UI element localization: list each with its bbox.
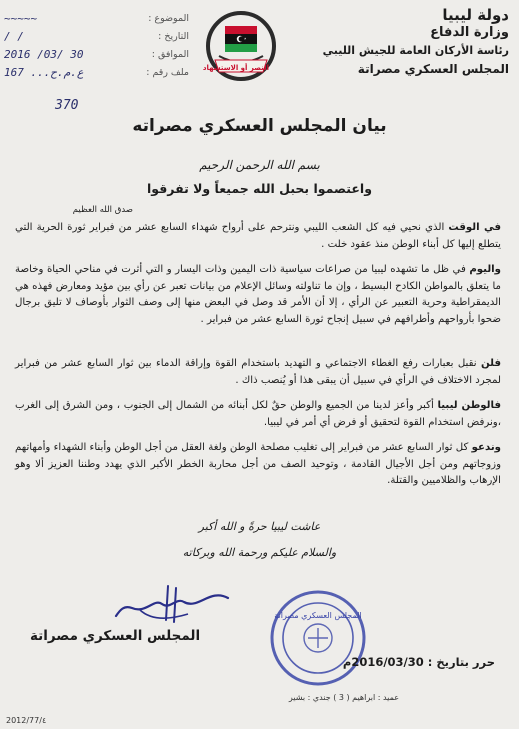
state-name: دولة ليبيا xyxy=(442,6,509,24)
verse-attribution: صدق الله العظيم xyxy=(72,205,133,215)
stamp-text: المجلس العسكري مصراتة xyxy=(274,611,362,620)
paragraph-1 xyxy=(15,220,501,253)
date-label: التاريخ : xyxy=(158,31,189,42)
footer-names: عميد : ابراهيم ( 3 ) جندي : بشير xyxy=(288,693,399,702)
file-row xyxy=(4,64,189,82)
date-row xyxy=(4,28,189,46)
corresponding-row xyxy=(4,46,189,64)
paragraph-3 xyxy=(15,356,501,389)
paragraph-lead: فلن xyxy=(481,358,501,369)
basmala: بسم الله الرحمن الرحيم xyxy=(199,158,320,172)
paragraph-lead: واليوم xyxy=(469,264,501,275)
paragraph-2 xyxy=(15,262,501,328)
official-stamp xyxy=(268,588,368,688)
handwritten-signature xyxy=(110,580,235,630)
document-meta xyxy=(4,10,189,82)
letterhead xyxy=(319,6,509,78)
logo-ribbon-text: النصر أو الاستشهاد xyxy=(202,64,269,72)
signature-block: المجلس العسكري مصراتة xyxy=(30,628,201,644)
paragraph-lead: فالوطن ليبيا xyxy=(437,400,501,411)
paragraph-text: نقبل بعبارات رفع الغطاء الاجتماعي و التهديد باستخدام القوة وإراقة الدماء بين ثوار السابع عشر من فبراير لمجرد الاختلاف في الرأي في سبيل أن يبقى هذا أو يُنصب ذاك . xyxy=(15,358,501,386)
paragraph-5 xyxy=(15,440,501,490)
subject-row xyxy=(4,10,189,28)
paragraph-lead: وندعو xyxy=(471,442,501,453)
subject-label: الموضوع : xyxy=(148,13,189,24)
corresponding-value: 2016 /03/ 30 xyxy=(4,48,84,61)
file-label: ملف رقم : xyxy=(146,67,189,78)
footer-date: 2012/77/٤ xyxy=(6,716,47,725)
staff-name: رئاسة الأركان العامة للجيش الليبي xyxy=(322,44,509,57)
council-name: المجلس العسكري مصراتة xyxy=(357,62,509,76)
paragraph-text: في ظل ما تشهده ليبيا من صراعات سياسية ذات اليمين وذات اليسار و التي أثرت في مناحي الحياة وخاصة ما يتعلق بالمواطن الكادح البسيط ، وإن ما تناولته وسائل الإعلام من بيانات تعبر عن رأي بين مؤيد ومعارض فهذه هي الديمقراطية وحرية التعبير عن الرأي ، إلا أن الأمر قد وصل في البعض منها إلى وصف الثوار بأوصاف لا تليق برجال ضحوا بأرواحهم وأطرافهم في سبيل إنجاح ثورة السابع عشر من فبراير . xyxy=(15,264,501,325)
subject-value: ~~~~~ xyxy=(4,12,38,25)
paragraph-text: كل ثوار السابع عشر من فبراير إلى تغليب مصلحة الوطن ولغة العقل من أجل الوطن وأبناء الشهداء وأمهاتهم وزوجاتهم ومن أجل الأجيال القادمة ، وتوحيد الصف من أجل محاربة الخطر الأكبر الذي يهدد وطننا العزيز ألا وهو الإرهاب والظلاميين والقتلة. xyxy=(15,442,501,486)
corresponding-label: الموافق : xyxy=(151,49,189,60)
issue-date: حرر بتاريخ : 2016/03/30م xyxy=(342,655,495,669)
reference-number: 370 xyxy=(55,98,79,113)
paragraph-text: أكبر وأعز لدينا من الجميع والوطن حقٌ لكل أبنائه من الشمال إلى الجنوب ، ومن الشرق إلى الغرب ،ونرفض استخدام القوة لتحقيق أو فرض أي أمر في ليبيا. xyxy=(15,400,501,428)
document-title: بيان المجلس العسكري مصراته xyxy=(132,116,387,136)
ministry-name: وزارة الدفاع xyxy=(430,25,509,40)
closing-salutation: والسلام عليكم ورحمة الله وبركاته xyxy=(182,546,337,559)
file-value: 167 ...ع.م.ح xyxy=(4,66,84,79)
date-value: / / xyxy=(4,30,24,43)
quran-verse: واعتصموا بحبل الله جميعاً ولا تفرقوا xyxy=(147,181,372,196)
paragraph-lead: في الوقت xyxy=(448,222,501,233)
paragraph-4 xyxy=(15,398,501,431)
closing-slogan: عاشت ليبيا حرةً و الله أكبر xyxy=(198,520,321,533)
paragraph-text: الذي نحيي فيه كل الشعب الليبي ونترحم على أرواح شهداء السابع عشر من فبراير ثورة الحرية التي يتطلع إليها كل أبناء الوطن منذ عقود خلت . xyxy=(15,222,501,250)
